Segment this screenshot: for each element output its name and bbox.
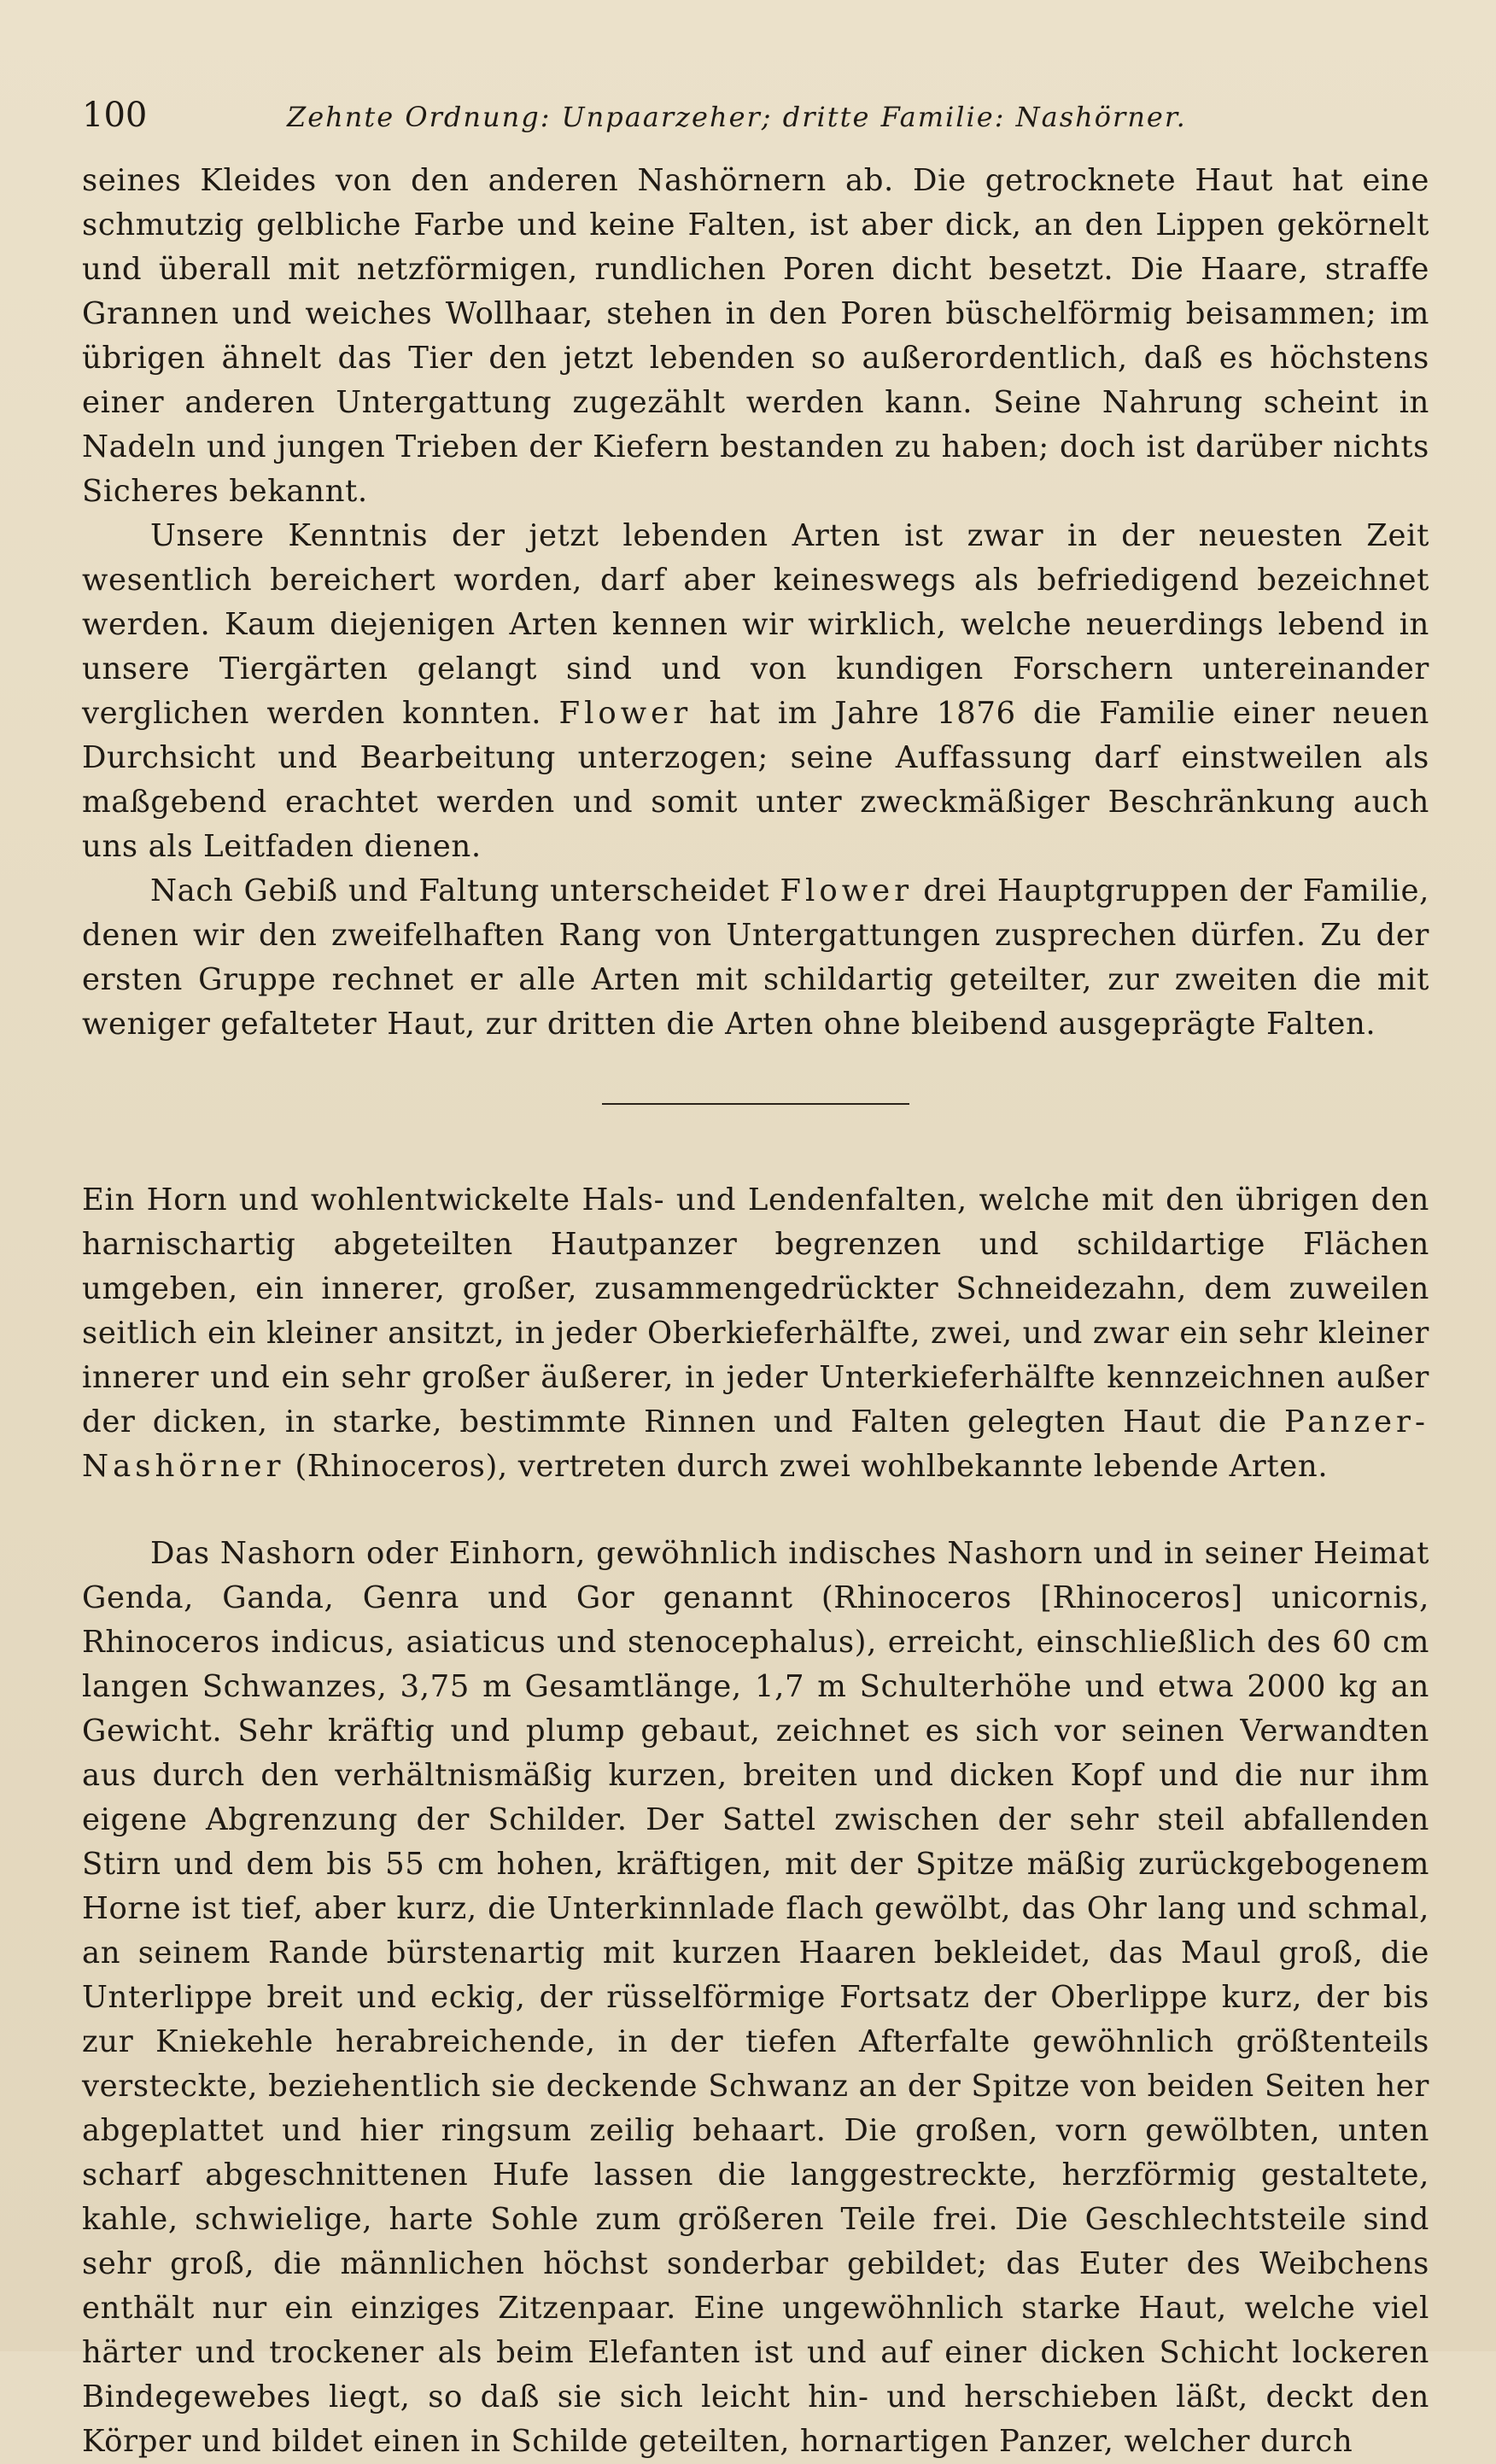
section-divider (602, 1103, 909, 1105)
page-header (82, 96, 1429, 142)
paragraph-text: (Rhinoceros), vertreten durch zwei wohlbekannte lebende Arten. (295, 1449, 1329, 1484)
paragraph-text: Nach Gebiß und Faltung unterscheidet (150, 873, 770, 908)
page-number: 100 (82, 96, 148, 135)
paragraph-text: hat im Jahre 1876 die Familie einer neuen Durchsicht und Bearbeitung unterzogen; seine Auffassung darf einstweilen als maßgebend erachtet werden und somit unter zweckmäßiger Beschränkung auch uns als Leitfaden dienen. (82, 696, 1430, 864)
running-head: Zehnte Ordnung: Unpaarzeher; dritte Familie: Nashörner. (287, 101, 1187, 133)
genus-term: Panzer-Nashörner (82, 1404, 1429, 1484)
paragraph-gap (82, 1489, 1429, 1532)
paragraph-main-groups (82, 869, 1429, 1047)
paragraph-text: Unsere Kenntnis der jetzt lebenden Arten ist zwar in der neuesten Zeit wesentlich bereichert worden, darf aber keineswegs als befriedigend bezeichnet werden. Kaum diejenigen Arten kennen wir wirklich, welche neuerdings lebend in unsere Tiergärten gelangt sind und von kundigen Forschern untereinander verglichen werden konnten. (82, 518, 1429, 731)
author-name-flower: Flower (780, 873, 914, 908)
paragraph-text: drei Hauptgruppen der Familie, denen wir den zweifelhaften Rang von Untergattungen zusprechen dürfen. Zu der ersten Gruppe rechnet er alle Arten mit schildartig geteilter, zur zweiten die mit weniger gefalteter Haut, zur dritten die Arten ohne bleibend ausgeprägte Falten. (82, 873, 1429, 1042)
paragraph-knowledge-of-species (82, 514, 1429, 869)
author-name-flower: Flower (558, 696, 692, 731)
paragraph-indian-rhino: Das Nashorn oder Einhorn, gewöhnlich indisches Nashorn und in seiner Heimat Genda, Ganda, Genra und Gor genannt (Rhinoceros [Rhinoceros] unicornis, Rhinoceros indicus, asiaticus und stenocephalus), erreicht, einschließlich des 60 cm langen Schwanzes, 3,75 m Gesamtlänge, 1,7 m Schulterhöhe und etwa 2000 kg an Gewicht. Sehr kräftig und plump gebaut, zeichnet es sich vor seinen Verwandten aus durch den verhältnismäßig kurzen, breiten und dicken Kopf und die nur ihm eigene Abgrenzung der Schilder. Der Sattel zwischen der sehr steil abfallenden Stirn und dem bis 55 cm hohen, kräftigen, mit der Spitze mäßig zurückgebogenem Horne ist tief, aber kurz, die Unterkinnlade flach gewölbt, das Ohr lang und schmal, an seinem Rande bürstenartig mit kurzen Haaren bekleidet, das Maul groß, die Unterlippe breit und eckig, der rüsselförmige Fortsatz der Oberlippe kurz, der bis zur Kniekehle herabreichende, in der tiefen Afterfalte gewöhnlich größtenteils versteckte, beziehentlich sie deckende Schwanz an der Spitze von beiden Seiten her abgeplattet und hier ringsum zeilig behaart. Die großen, vorn gewölbten, unten scharf abgeschnittenen Hufe lassen die langgestreckte, herzförmig gestaltete, kahle, schwielige, harte Sohle zum größeren Teile frei. Die Geschlechtsteile sind sehr groß, die männlichen höchst sonderbar gebildet; das Euter des Weibchens enthält nur ein einziges Zitzenpaar. Eine ungewöhnlich starke Haut, welche viel härter und trockener als beim Elefanten ist und auf einer dicken Schicht lockeren Bindegewebes liegt, so daß sie sich leicht hin- und herschieben läßt, deckt den Körper und bildet einen in Schilde geteilten, hornartigen Panzer, welcher durch (82, 1536, 1429, 2459)
paragraph-text: Ein Horn und wohlentwickelte Hals- und Lendenfalten, welche mit den übrigen den harnischartig abgeteilten Hautpanzer begrenzen und schildartige Flächen umgeben, ein innerer, großer, zusammengedrückter Schneidezahn, dem zuweilen seitlich ein kleiner ansitzt, in jeder Oberkieferhälfte, zwei, und zwar ein sehr kleiner innerer und ein sehr großer äußerer, in jeder Unterkieferhälfte kennzeichnen außer der dicken, in starke, bestimmte Rinnen und Falten gelegten Haut die (82, 1182, 1429, 1439)
paragraph-armored-rhinos (82, 1178, 1429, 1489)
paragraph-fossil-description: seines Kleides von den anderen Nashörnern ab. Die getrocknete Haut hat eine schmutzig gelbliche Farbe und keine Falten, ist aber dick, an den Lippen gekörnelt und überall mit netzförmigen, rundlichen Poren dicht besetzt. Die Haare, straffe Grannen und weiches Wollhaar, stehen in den Poren büschelförmig beisammen; im übrigen ähnelt das Tier den jetzt lebenden so außerordentlich, daß es höchstens einer anderen Untergattung zugezählt werden kann. Seine Nahrung scheint in Nadeln und jungen Trieben der Kiefern bestanden zu haben; doch ist darüber nichts Sicheres bekannt. (82, 163, 1429, 509)
